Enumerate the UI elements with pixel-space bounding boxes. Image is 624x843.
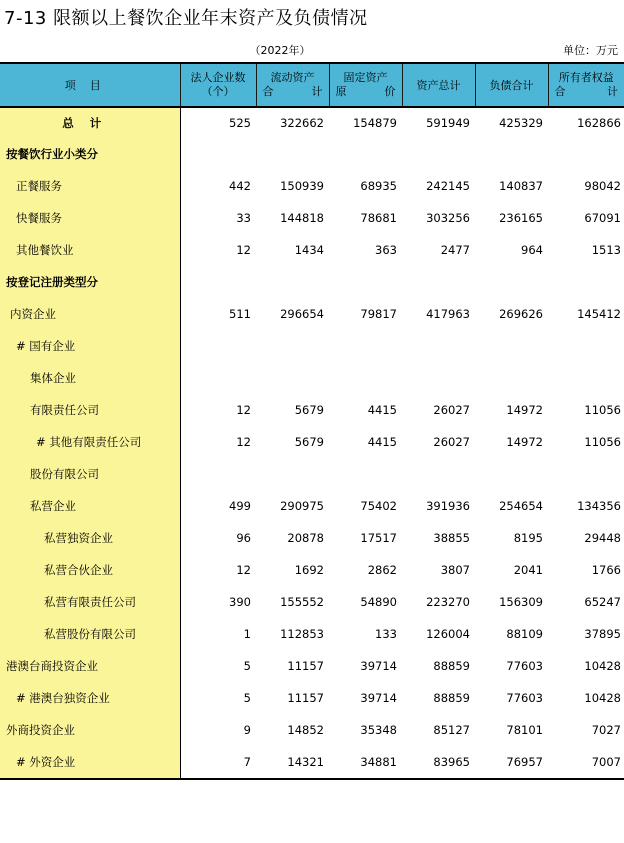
header-current-assets-line2 [259, 85, 327, 99]
cell-value: 391936 [426, 499, 470, 513]
table-header [0, 63, 624, 107]
cell-value [180, 138, 256, 170]
cell-value: 10428 [584, 691, 621, 705]
table-row [0, 554, 624, 586]
cell-value: 2477 [440, 243, 470, 257]
row-label: 私营独资企业 [0, 522, 180, 554]
cell-value: 33 [236, 211, 251, 225]
cell-value: 12 [236, 403, 251, 417]
cell-value: 236165 [499, 211, 543, 225]
cell-value [402, 330, 475, 362]
row-label: 按登记注册类型分 [0, 266, 180, 298]
cell-value: 390 [229, 595, 251, 609]
table-row [0, 330, 624, 362]
cell-value: 14852 [287, 723, 324, 737]
cell-value: 511 [229, 307, 251, 321]
cell-value: 269626 [499, 307, 543, 321]
row-label: # 国有企业 [0, 330, 180, 362]
cell-value [256, 458, 329, 490]
table-row [0, 202, 624, 234]
row-label: 总计 [0, 107, 180, 138]
cell-value: 4415 [367, 435, 397, 449]
cell-value: 525 [229, 116, 251, 130]
row-label: 股份有限公司 [0, 458, 180, 490]
header-total-liabilities: 负债合计 [475, 63, 548, 107]
cell-value: 150939 [280, 179, 324, 193]
header-current-assets-he: 合 [262, 85, 274, 98]
cell-value: 7027 [591, 723, 621, 737]
row-label: 内资企业 [0, 298, 180, 330]
cell-value: 290975 [280, 499, 324, 513]
table-row [0, 107, 624, 138]
cell-value: 76957 [475, 746, 548, 779]
cell-value: 5 [243, 659, 251, 673]
row-label: 集体企业 [0, 362, 180, 394]
header-fixed-assets-line1: 固定资产 [343, 71, 388, 84]
cell-value: 7 [180, 746, 256, 779]
cell-value: 38855 [433, 531, 470, 545]
cell-value: 1 [243, 627, 251, 641]
row-label: 私营企业 [0, 490, 180, 522]
cell-value: 242145 [426, 179, 470, 193]
cell-value: 79817 [360, 307, 397, 321]
cell-value: 11056 [584, 435, 621, 449]
header-owners-equity-line1: 所有者权益 [558, 71, 614, 84]
cell-value [402, 138, 475, 170]
cell-value: 417963 [426, 307, 470, 321]
row-label: # 港澳台独资企业 [0, 682, 180, 714]
cell-value: 223270 [426, 595, 470, 609]
cell-value [402, 266, 475, 298]
table-row [0, 234, 624, 266]
cell-value: 12 [236, 435, 251, 449]
row-label: # 其他有限责任公司 [0, 426, 180, 458]
cell-value [475, 266, 548, 298]
year-note: （2022年） [249, 44, 311, 57]
header-enterprises [180, 63, 256, 107]
cell-value [180, 330, 256, 362]
header-owners-equity-ji: 计 [607, 85, 618, 98]
cell-value [402, 362, 475, 394]
cell-value: 1513 [591, 243, 621, 257]
cell-value [180, 458, 256, 490]
cell-value: 162866 [577, 116, 621, 130]
cell-value: 154879 [353, 116, 397, 130]
cell-value: 12 [236, 243, 251, 257]
cell-value: 88109 [506, 627, 543, 641]
cell-value [548, 138, 624, 170]
row-label: 有限责任公司 [0, 394, 180, 426]
cell-value: 5679 [294, 403, 324, 417]
table-row [0, 362, 624, 394]
table-row [0, 714, 624, 746]
cell-value [180, 266, 256, 298]
cell-value: 11157 [287, 659, 324, 673]
cell-value: 68935 [360, 179, 397, 193]
cell-value: 83965 [402, 746, 475, 779]
table-row [0, 298, 624, 330]
cell-value: 1692 [294, 563, 324, 577]
cell-value [329, 362, 402, 394]
cell-value: 11157 [287, 691, 324, 705]
cell-value: 8195 [513, 531, 543, 545]
cell-value: 2862 [367, 563, 397, 577]
cell-value: 144818 [280, 211, 324, 225]
cell-value: 78101 [506, 723, 543, 737]
cell-value: 112853 [280, 627, 324, 641]
cell-value: 7007 [548, 746, 624, 779]
row-label: 正餐服务 [0, 170, 180, 202]
header-fixed-assets [329, 63, 402, 107]
cell-value: 26027 [433, 435, 470, 449]
cell-value [548, 362, 624, 394]
table-row [0, 650, 624, 682]
table-row [0, 458, 624, 490]
header-total-assets: 资产总计 [402, 63, 475, 107]
header-current-assets [256, 63, 329, 107]
cell-value: 3807 [440, 563, 470, 577]
header-enterprises-line1: 法人企业数 [190, 71, 246, 84]
cell-value: 77603 [506, 659, 543, 673]
data-table [0, 62, 624, 780]
cell-value: 363 [375, 243, 397, 257]
cell-value: 88859 [433, 659, 470, 673]
table-title: 7-13 限额以上餐饮企业年末资产及负债情况 [4, 8, 368, 29]
cell-value: 77603 [506, 691, 543, 705]
header-owners-equity [548, 63, 624, 107]
cell-value: 134356 [577, 499, 621, 513]
cell-value: 96 [236, 531, 251, 545]
header-owners-equity-he: 合 [554, 85, 566, 98]
cell-value [548, 266, 624, 298]
cell-value: 29448 [584, 531, 621, 545]
cell-value [329, 138, 402, 170]
cell-value [548, 330, 624, 362]
row-label: 按餐饮行业小类分 [0, 138, 180, 170]
cell-value: 156309 [499, 595, 543, 609]
cell-value [475, 138, 548, 170]
cell-value: 10428 [584, 659, 621, 673]
table-row [0, 746, 624, 779]
cell-value: 442 [229, 179, 251, 193]
cell-value: 37895 [584, 627, 621, 641]
cell-value [402, 458, 475, 490]
row-label: 外商投资企业 [0, 714, 180, 746]
cell-value [329, 266, 402, 298]
cell-value [256, 362, 329, 394]
table-row [0, 682, 624, 714]
row-label: 私营合伙企业 [0, 554, 180, 586]
cell-value: 1766 [591, 563, 621, 577]
table-row [0, 490, 624, 522]
cell-value: 9 [243, 723, 251, 737]
cell-value: 14321 [256, 746, 329, 779]
header-owners-equity-line2 [551, 85, 623, 99]
cell-value: 254654 [499, 499, 543, 513]
cell-value [329, 458, 402, 490]
cell-value: 2041 [513, 563, 543, 577]
cell-value [256, 266, 329, 298]
cell-value: 591949 [426, 116, 470, 130]
cell-value: 75402 [360, 499, 397, 513]
cell-value: 88859 [433, 691, 470, 705]
cell-value: 5679 [294, 435, 324, 449]
cell-value [329, 330, 402, 362]
cell-value: 126004 [426, 627, 470, 641]
cell-value: 425329 [499, 116, 543, 130]
table-row [0, 170, 624, 202]
cell-value: 39714 [360, 659, 397, 673]
row-label: 其他餐饮业 [0, 234, 180, 266]
cell-value: 133 [375, 627, 397, 641]
header-current-assets-line1: 流动资产 [270, 71, 315, 84]
cell-value: 54890 [360, 595, 397, 609]
table-row [0, 618, 624, 650]
cell-value: 17517 [360, 531, 397, 545]
cell-value: 296654 [280, 307, 324, 321]
table-row [0, 138, 624, 170]
table-row [0, 394, 624, 426]
cell-value: 78681 [360, 211, 397, 225]
cell-value: 155552 [280, 595, 324, 609]
cell-value [475, 458, 548, 490]
table-row [0, 426, 624, 458]
cell-value: 964 [521, 243, 543, 257]
cell-value [475, 362, 548, 394]
header-fixed-assets-yuan: 原 [335, 85, 347, 98]
cell-value: 303256 [426, 211, 470, 225]
unit-note: 单位：万元 [563, 44, 618, 57]
header-enterprises-line2: （个） [201, 85, 235, 98]
cell-value: 1434 [294, 243, 324, 257]
header-fixed-assets-line2 [332, 85, 400, 99]
cell-value [256, 330, 329, 362]
row-label: 私营股份有限公司 [0, 618, 180, 650]
cell-value: 4415 [367, 403, 397, 417]
cell-value: 12 [236, 563, 251, 577]
cell-value [180, 362, 256, 394]
header-item: 项目 [0, 63, 180, 107]
cell-value [548, 458, 624, 490]
cell-value: 322662 [280, 116, 324, 130]
cell-value: 98042 [584, 179, 621, 193]
cell-value: 85127 [433, 723, 470, 737]
row-label: 港澳台商投资企业 [0, 650, 180, 682]
cell-value: 5 [243, 691, 251, 705]
row-label: 快餐服务 [0, 202, 180, 234]
table-body [0, 107, 624, 779]
cell-value: 65247 [584, 595, 621, 609]
cell-value: 39714 [360, 691, 397, 705]
row-label: # 外资企业 [0, 746, 180, 779]
table-row [0, 522, 624, 554]
cell-value: 35348 [360, 723, 397, 737]
cell-value: 11056 [584, 403, 621, 417]
header-fixed-assets-jia: 价 [384, 85, 396, 98]
table-row [0, 586, 624, 618]
cell-value: 499 [229, 499, 251, 513]
row-label: 私营有限责任公司 [0, 586, 180, 618]
cell-value: 20878 [287, 531, 324, 545]
cell-value [256, 138, 329, 170]
cell-value [475, 330, 548, 362]
cell-value: 67091 [584, 211, 621, 225]
cell-value: 14972 [506, 435, 543, 449]
cell-value: 145412 [577, 307, 621, 321]
cell-value: 14972 [506, 403, 543, 417]
cell-value: 34881 [329, 746, 402, 779]
header-current-assets-ji: 计 [311, 85, 323, 98]
table-row [0, 266, 624, 298]
cell-value: 140837 [499, 179, 543, 193]
cell-value: 26027 [433, 403, 470, 417]
